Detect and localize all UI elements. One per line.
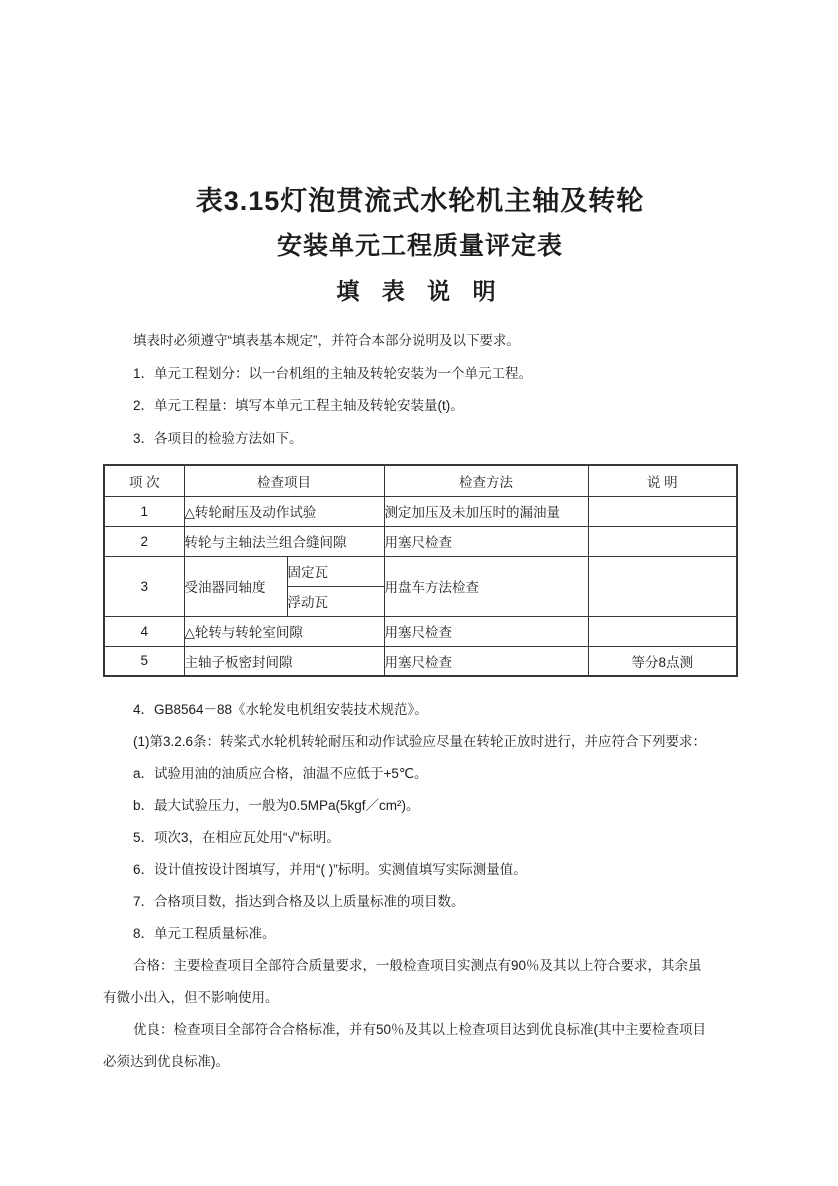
row2-no: 2	[104, 526, 184, 556]
note-line-1: 4．GB8564－88《水轮发电机组安装技术规范》。	[133, 702, 428, 717]
note-excellent-line-1: 优良：检查项目全部符合合格标准，并有50％及其以上检查项目达到优良标准(其中主要检查项目	[133, 1022, 707, 1037]
table-header-row	[104, 465, 737, 496]
row5-remark: 等分8点测	[588, 646, 737, 676]
doc-title-line-3: 填 表 说 明	[336, 278, 504, 304]
table-row-5	[104, 646, 737, 676]
row5-check-method: 用塞尺检查	[384, 646, 588, 676]
note-qualified-line-2: 有微小出入，但不影响使用。	[103, 990, 279, 1005]
note-line-6: 6．设计值按设计图填写，并用“( )”标明。实测值填写实际测量值。	[133, 862, 527, 877]
row1-check-method: 测定加压及未加压时的漏油量	[384, 496, 588, 526]
note-line-4: b．最大试验压力，一般为0.5MPa(5kgf／cm²)。	[133, 798, 420, 813]
note-line-8: 8．单元工程质量标准。	[133, 926, 276, 941]
row2-remark	[588, 526, 737, 556]
row4-check-item: △轮转与转轮室间隙	[184, 616, 384, 646]
row1-no: 1	[104, 496, 184, 526]
row3-no: 3	[104, 556, 184, 616]
intro-line-4: 3．各项目的检验方法如下。	[133, 430, 303, 446]
table-row-1	[104, 496, 737, 526]
row3-sub-item-floating-pad: 浮动瓦	[287, 586, 384, 616]
note-line-5: 5．项次3，在相应瓦处用“√”标明。	[133, 830, 340, 845]
row4-check-method: 用塞尺检查	[384, 616, 588, 646]
header-item-no: 项 次	[104, 465, 184, 496]
note-line-7: 7．合格项目数，指达到合格及以上质量标准的项目数。	[133, 894, 465, 909]
notes-section	[103, 694, 737, 1078]
intro-line-1: 填表时必须遵守“填表基本规定”，并符合本部分说明及以下要求。	[133, 333, 520, 348]
header-remark: 说 明	[588, 465, 737, 496]
intro-line-3: 2．单元工程量：填写本单元工程主轴及转轮安装量(t)。	[133, 398, 464, 413]
note-line-3: a．试验用油的油质应合格，油温不应低于+5℃。	[133, 766, 428, 781]
row4-remark	[588, 616, 737, 646]
row4-no: 4	[104, 616, 184, 646]
row5-no: 5	[104, 646, 184, 676]
header-check-item: 检查项目	[184, 465, 384, 496]
doc-title-line-1: 表3.15灯泡贯流式水轮机主轴及转轮	[195, 186, 645, 216]
row3-remark	[588, 556, 737, 616]
row2-check-item: 转轮与主轴法兰组合缝间隙	[184, 526, 384, 556]
row1-check-item: △转轮耐压及动作试验	[184, 496, 384, 526]
doc-title-line-2: 安装单元工程质量评定表	[276, 232, 563, 260]
table-row-2	[104, 526, 737, 556]
inspection-method-table	[103, 464, 738, 677]
row3-check-method: 用盘车方法检查	[384, 556, 588, 616]
row1-remark	[588, 496, 737, 526]
note-qualified-line-1: 合格：主要检查项目全部符合质量要求，一般检查项目实测点有90％及其以上符合要求，其余虽	[133, 958, 702, 973]
header-check-method: 检查方法	[384, 465, 588, 496]
row3-sub-item-fixed-pad: 固定瓦	[287, 556, 384, 586]
row3-check-item: 受油器同轴度	[184, 556, 287, 616]
intro-section	[103, 325, 737, 455]
intro-line-2: 1．单元工程划分：以一台机组的主轴及转轮安装为一个单元工程。	[133, 365, 533, 381]
note-line-2: (1)第3.2.6条：转桨式水轮机转轮耐压和动作试验应尽量在转轮正放时进行，并应符合下列要求：	[133, 734, 707, 749]
note-excellent-line-2: 必须达到优良标准)。	[103, 1054, 229, 1069]
table-row-4	[104, 616, 737, 646]
table-row-3a	[104, 556, 737, 586]
row5-check-item: 主轴子板密封间隙	[184, 646, 384, 676]
row2-check-method: 用塞尺检查	[384, 526, 588, 556]
